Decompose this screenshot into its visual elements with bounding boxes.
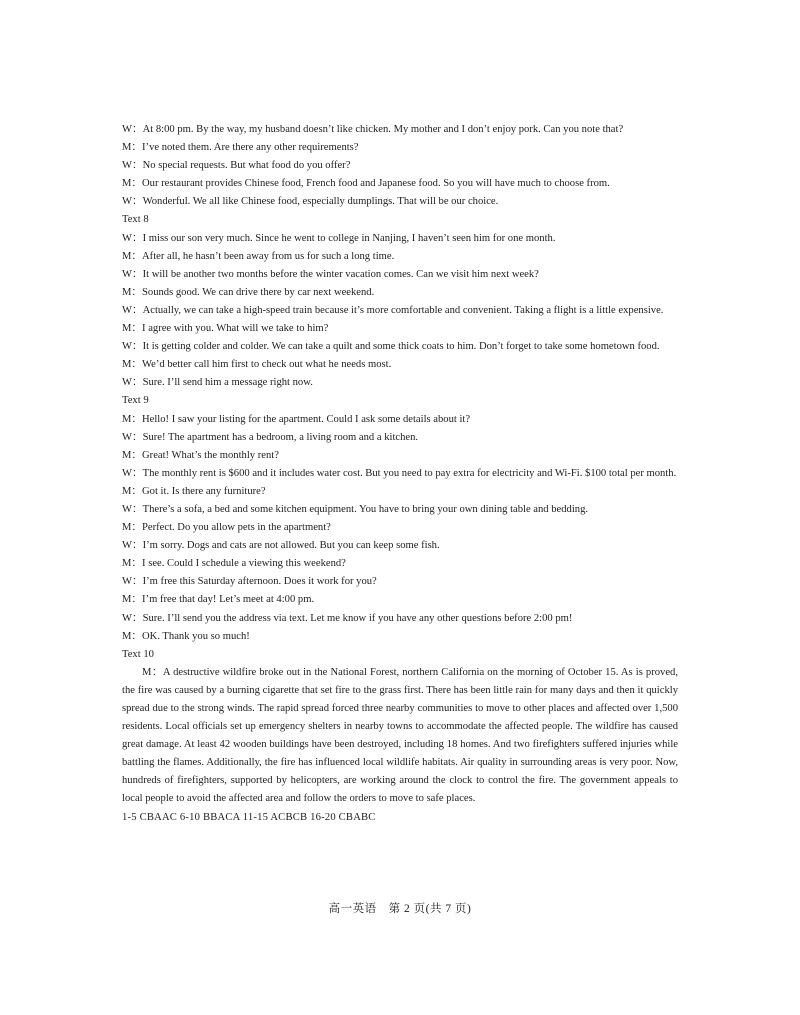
dialogue-line (122, 157, 678, 175)
dialogue-line (122, 175, 678, 193)
speaker-label: W： (122, 304, 143, 316)
speaker-label: M： (122, 449, 143, 461)
utterance-text: Hello! I saw your listing for the apartment. Could I ask some details about it? (142, 413, 471, 425)
speaker-label: M： (122, 286, 143, 298)
speaker-label: M： (122, 522, 143, 534)
speaker-label: W： (122, 232, 143, 244)
utterance-text: I’m sorry. Dogs and cats are not allowed. But you can keep some fish. (142, 540, 440, 552)
speaker-label: W： (122, 377, 143, 389)
answer-key: 1-5 CBAAC 6-10 BBACA 11-15 ACBCB 16-20 CBABC (122, 811, 376, 823)
speaker-label: M： (122, 413, 143, 425)
dialogue-line (122, 501, 678, 519)
text9-dialogue (122, 411, 678, 646)
speaker-label: M： (122, 142, 143, 154)
speaker-label: W： (122, 431, 143, 443)
text8-dialogue (122, 230, 678, 393)
speaker-label: M： (122, 359, 143, 371)
speaker-label: W： (122, 540, 143, 552)
dialogue-line (122, 139, 678, 157)
dialogue-line (122, 356, 678, 374)
text10-speaker: M： (142, 666, 163, 678)
speaker-label: W： (122, 612, 143, 624)
utterance-text: Wonderful. We all like Chinese food, especially dumplings. That will be our choice. (142, 196, 499, 208)
utterance-text: Sure. I’ll send him a message right now. (142, 377, 313, 389)
dialogue-line (122, 628, 678, 646)
dialogue-line (122, 429, 678, 447)
utterance-text: OK. Thank you so much! (142, 630, 250, 642)
text10-monologue (122, 664, 678, 809)
speaker-label: W： (122, 341, 143, 353)
speaker-label: M： (122, 594, 143, 606)
utterance-text: Sure. I’ll send you the address via text. Let me know if you have any other questions before 2:00 pm! (142, 612, 573, 624)
utterance-text: The monthly rent is $600 and it includes water cost. But you need to pay extra for electricity and Wi-Fi. $100 total per month. (142, 467, 677, 479)
speaker-label: M： (122, 485, 143, 497)
dialogue-line (122, 411, 678, 429)
dialogue-line (122, 266, 678, 284)
dialogue-line (122, 537, 678, 555)
dialogue-line (122, 284, 678, 302)
utterance-text: Our restaurant provides Chinese food, French food and Japanese food. So you will have much to choose from. (142, 178, 610, 190)
speaker-label: W： (122, 467, 143, 479)
utterance-text: I’m free this Saturday afternoon. Does it work for you? (142, 576, 377, 588)
dialogue-line (122, 320, 678, 338)
utterance-text: No special requests. But what food do you offer? (142, 160, 351, 172)
dialogue-line (122, 555, 678, 573)
dialogue-line (122, 573, 678, 591)
dialogue-line (122, 447, 678, 465)
dialogue-line (122, 374, 678, 392)
utterance-text: It will be another two months before the winter vacation comes. Can we visit him next week? (142, 268, 539, 280)
utterance-text: After all, he hasn’t been away from us for such a long time. (142, 250, 395, 262)
dialogue-line (122, 248, 678, 266)
utterance-text: Perfect. Do you allow pets in the apartment? (142, 522, 331, 534)
dialogue-line (122, 302, 678, 320)
text10-heading: Text 10 (122, 648, 154, 660)
utterance-text: I’ve noted them. Are there any other requirements? (142, 142, 359, 154)
utterance-text: I agree with you. What will we take to him? (142, 323, 329, 335)
page-footer: 高一英语 第 2 页(共 7 页) (328, 903, 472, 915)
speaker-label: M： (122, 178, 143, 190)
text8-heading: Text 8 (122, 214, 149, 226)
utterance-text: Sounds good. We can drive there by car next weekend. (142, 286, 375, 298)
speaker-label: M： (122, 250, 143, 262)
dialogue-line (122, 519, 678, 537)
speaker-label: W： (122, 124, 143, 135)
utterance-text: It is getting colder and colder. We can take a quilt and some thick coats to him. Don’t forget to take some hometown food. (142, 341, 660, 353)
dialogue-line (122, 338, 678, 356)
dialogue-line (122, 465, 678, 483)
speaker-label: M： (122, 630, 143, 642)
utterance-text: I’m free that day! Let’s meet at 4:00 pm. (142, 594, 315, 606)
utterance-text: At 8:00 pm. By the way, my husband doesn’t like chicken. My mother and I don’t enjoy pork. Can you note that? (142, 124, 624, 135)
speaker-label: M： (122, 558, 143, 570)
dialogue-line (122, 193, 678, 211)
dialogue-line (122, 230, 678, 248)
speaker-label: M： (122, 323, 143, 335)
speaker-label: W： (122, 160, 143, 172)
dialogue-line (122, 591, 678, 609)
utterance-text: Great! What’s the monthly rent? (142, 449, 279, 461)
dialogue-line (122, 121, 678, 139)
transcript-content (122, 121, 678, 827)
dialogue-line (122, 483, 678, 501)
utterance-text: There’s a sofa, a bed and some kitchen equipment. You have to bring your own dining table and bedding. (142, 503, 589, 515)
speaker-label: W： (122, 268, 143, 280)
utterance-text: Sure! The apartment has a bedroom, a living room and a kitchen. (142, 431, 419, 443)
utterance-text: Got it. Is there any furniture? (142, 485, 266, 497)
utterance-text: I see. Could I schedule a viewing this weekend? (142, 558, 346, 570)
speaker-label: W： (122, 576, 143, 588)
utterance-text: I miss our son very much. Since he went to college in Nanjing, I haven’t seen him for one month. (142, 232, 556, 244)
text9-heading: Text 9 (122, 395, 149, 407)
speaker-label: W： (122, 196, 143, 208)
dialogue-line (122, 610, 678, 628)
utterance-text: We’d better call him first to check out what he needs most. (142, 359, 392, 371)
utterance-text: Actually, we can take a high-speed train because it’s more comfortable and convenient. Taking a flight is a little expensive. (142, 304, 664, 316)
text7-dialogue-continued (122, 121, 678, 211)
text10-paragraph: A destructive wildfire broke out in the National Forest, northern California on the morning of October 15. As is proved, the fire was caused by a burning cigarette that set fire to the grass first. There has been little rain for many days and then it quickly spread due to the strong winds. The rapid spread forced three nearby communities to move to other places and affected over 1,500 residents. Local officials set up emergency shelters in nearby towns to accommodate the affected people. The wildfire has caused great damage. At least 42 wooden buildings have been destroyed, including 18 homes. And two firefighters suffered injuries while battling the flames. Additionally, the fire has influenced local wildlife habitats. Air quality in surrounding areas is very poor. Now, hundreds of firefighters, supported by helicopters, are working around the clock to control the fire. The government appeals to local people to avoid the affected area and follow the orders to move to safe places. (122, 666, 678, 805)
speaker-label: W： (122, 503, 143, 515)
